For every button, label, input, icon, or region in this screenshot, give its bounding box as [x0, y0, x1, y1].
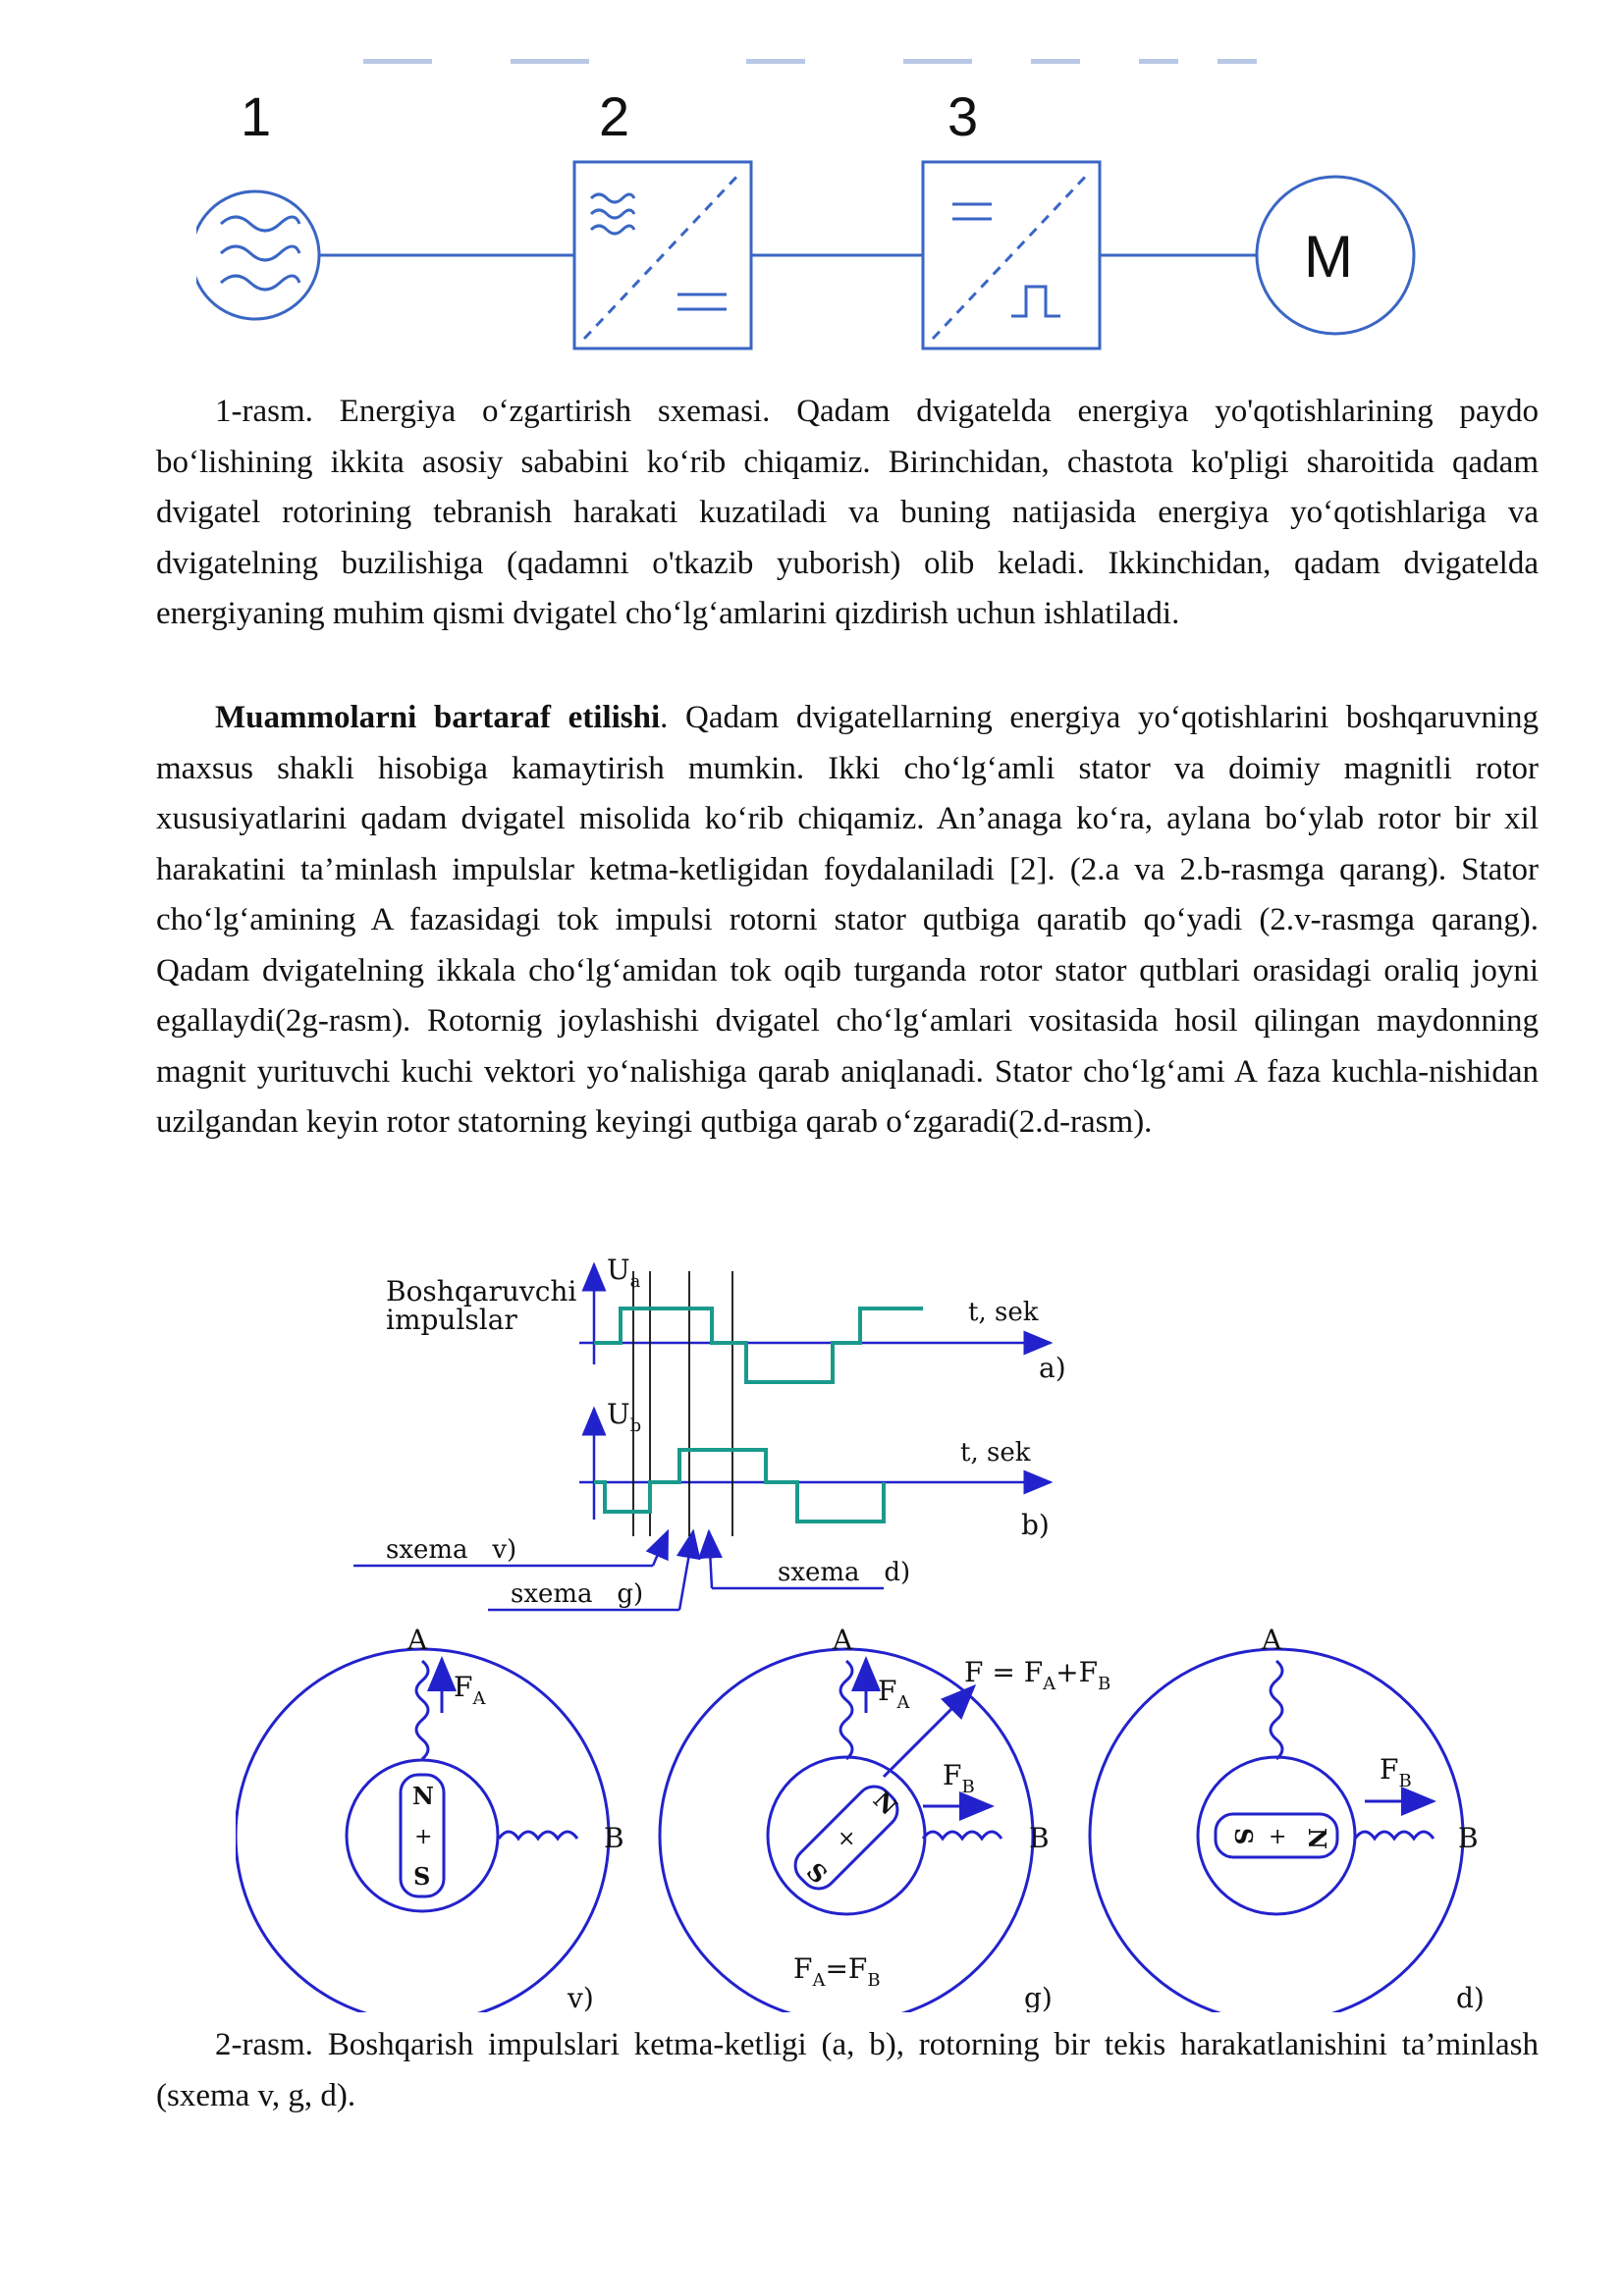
svg-text:FB [1380, 1753, 1412, 1791]
svg-text:Ua [607, 1254, 641, 1292]
fb-subscript-d: B [1398, 1771, 1412, 1791]
f-sum-label: F = F [964, 1656, 1044, 1688]
phase-b-label-g: B [1029, 1822, 1050, 1854]
rotor-panel-d [1090, 1624, 1485, 2012]
energy-conversion-diagram [196, 59, 1434, 373]
rotor-plus-d: + [1269, 1825, 1287, 1849]
svg-text:FA [878, 1675, 910, 1713]
ua-pulse-train [594, 1308, 923, 1382]
fb-label-d: F [1380, 1753, 1399, 1786]
block-label-3: 3 [947, 85, 979, 147]
fa-label-v: F [454, 1671, 473, 1703]
rotor-panel-g [660, 1624, 1110, 2012]
paragraph-1-text: 1-rasm. Energiya o‘zgartirish sxemasi. Qadam dvigatelda energiya yo'qotishlarining paydo bo‘lishining ikkita asosiy sababini ko‘rib chiqamiz. Birinchidan, chastota ko'pligi sharoitida qadam dvigatel rotorining tebranish harakati kuzatiladi va buning natijasida energiya yo‘qotishlariga va dvigatelning buzilishiga (qadamni o'tkazib yuborish) olib keladi. Ikkinchidan, qadam dvigatelda energiyaning muhim qismi dvigatel cho‘lg‘amlarini qizdirish uchun ishlatiladi. [156, 394, 1539, 631]
paragraph-2-text: . Qadam dvigatellarning energiya yo‘qotishlarini boshqaruvning maxsus shakli hisobiga kamaytirish mumkin. Ikki cho‘lg‘amli stator va doimiy magnitli rotor xususiyatlarini qadam dvigatel misolida ko‘rib chiqamiz. An’anaga ko‘ra, aylana bo‘ylab rotor bir xil harakatini ta’minlash impulslar ketma-ketligidan foydalaniladi [2]. (2.a va 2.b-rasmga qarang). Stator cho‘lg‘amining A fazasidagi tok impulsi rotorni stator qutbiga qaratib qo‘yadi (2.v-rasmga qarang). Qadam dvigatelning ikkala cho‘lg‘amidan tok oqib turganda rotor stator qutblari orasidagi oraliq joyni egallaydi(2g-rasm). Rotornig joylashishi dvigatel cho‘lg‘amlari vositasida hosil qilingan maydonning magnit yurituvchi kuchi vektori yo‘nalishiga qarab aniqlanadi. Stator cho‘lg‘ami A faza kuchla-nishidan uzilgandan keyin rotor statorning keyingi qutbiga qarab o‘zgaradi(2.d-rasm). [156, 700, 1539, 1140]
fa-eq-sub-a: A [812, 1970, 826, 1991]
panel-d-label: d) [1456, 1982, 1485, 2012]
ub-subscript: b [629, 1415, 642, 1436]
rotor-s-g: S [800, 1856, 834, 1890]
rotor-n-v: N [412, 1782, 434, 1810]
ub-label: U [607, 1398, 630, 1430]
fa-eq-fb-rest: =F [825, 1952, 868, 1985]
t-sek-label-b: t, sek [960, 1438, 1031, 1468]
fb-subscript-g: B [961, 1777, 975, 1797]
sxema-g-label: sxema g) [511, 1579, 644, 1609]
fa-eq-sub-b: B [867, 1970, 881, 1991]
fa-subscript-g: A [896, 1692, 910, 1713]
panel-v-label: v) [568, 1982, 594, 2012]
f-sum-sub-b: B [1098, 1674, 1111, 1694]
f-sum-sub-a: A [1043, 1674, 1056, 1694]
t-sek-label-a: t, sek [968, 1298, 1039, 1327]
sxema-v-label: sxema v) [386, 1535, 517, 1565]
paragraph-2-heading: Muammolarni bartaraf etilishi [215, 700, 661, 735]
phase-a-label-g: A [833, 1624, 853, 1656]
phase-a-label-v: A [407, 1624, 428, 1656]
panel-g-label: g) [1024, 1982, 1053, 2012]
paragraph-1 [156, 387, 1539, 640]
rotor-panel-v [236, 1624, 624, 2012]
paragraph-2-body [156, 693, 1539, 1148]
ua-subscript: a [629, 1271, 641, 1292]
phase-b-label-d: B [1458, 1822, 1479, 1854]
rotor-plus-v: + [414, 1825, 433, 1849]
svg-text:FA [454, 1671, 486, 1709]
control-pulses-label-1: Boshqaruvchi [386, 1275, 577, 1308]
sxema-d-label: sxema d) [778, 1558, 911, 1587]
svg-text:Ub [607, 1398, 641, 1436]
rotor-cross-g: × [838, 1827, 856, 1851]
fa-subscript-v: A [472, 1688, 486, 1709]
fa-eq-fb-label: F [793, 1952, 813, 1985]
block-label-2: 2 [599, 85, 630, 147]
panel-b-label: b) [1021, 1509, 1050, 1541]
phase-a-label-d: A [1262, 1624, 1282, 1656]
motor-label: M [1304, 224, 1353, 290]
rotor-s-v: S [413, 1862, 431, 1891]
f-sum-rest: +F [1056, 1656, 1099, 1688]
svg-text:F = FA+FB [964, 1656, 1110, 1694]
fb-label-g: F [943, 1759, 962, 1791]
caption-2-text: 2-rasm. Boshqarish impulslari ketma-ketligi (a, b), rotorning bir tekis harakatlanishini ta’minlash (sxema v, g, d). [156, 2027, 1539, 2113]
paragraph-2 [156, 693, 1539, 1148]
block-label-1: 1 [241, 85, 272, 147]
ub-pulse-train [594, 1450, 884, 1522]
svg-text:FB [943, 1759, 975, 1797]
rotor-s-d: S [1229, 1828, 1258, 1845]
svg-text:FA=FB [793, 1952, 881, 1991]
control-pulses-figure [236, 1247, 1532, 2012]
fa-label-g: F [878, 1675, 897, 1707]
phase-b-label-v: B [604, 1822, 624, 1854]
rotor-n-g: N [867, 1785, 903, 1821]
control-pulses-label-2: impulslar [386, 1304, 517, 1336]
panel-a-label: a) [1039, 1352, 1066, 1384]
figure-2-caption [156, 2020, 1539, 2121]
ua-label: U [607, 1254, 630, 1286]
rotor-n-d: N [1303, 1828, 1331, 1849]
ac-source-circle [196, 191, 319, 319]
